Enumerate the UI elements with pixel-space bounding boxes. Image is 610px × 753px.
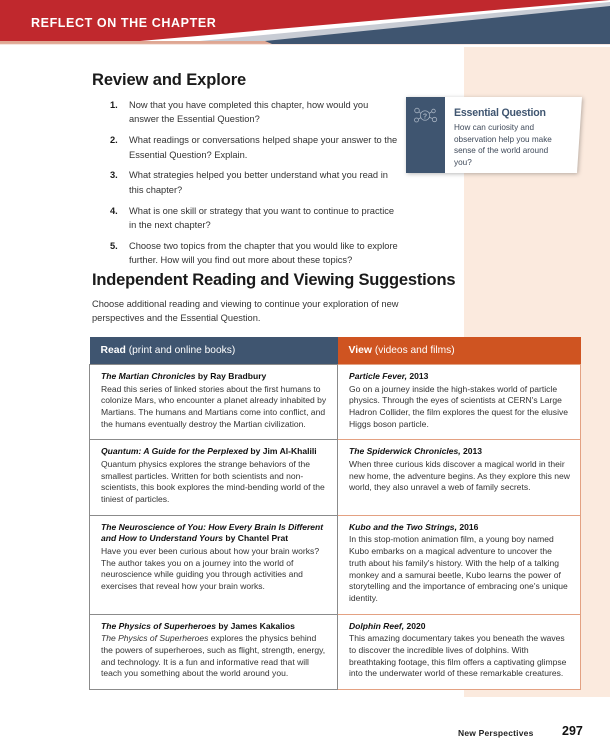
read-cell	[90, 614, 338, 689]
read-title-italic: The Physics of Superheroes	[101, 620, 216, 631]
column-header-read-bold: Read	[100, 345, 126, 356]
view-description: In this stop-motion animation film, a young boy named Kubo embarks on a magical adventure to uncover the truth about his family's history. With the help of a talking monkey and a samurai beetle, Kubo learns the power of storytelling and the importance of embracing one's unique identity.	[349, 534, 568, 603]
view-cell	[338, 614, 581, 689]
essential-question-text: How can curiosity and observation help you make sense of the world around you?	[454, 123, 552, 167]
read-title	[101, 371, 328, 383]
column-header-read-rest: (print and online books)	[125, 345, 236, 356]
view-title-upright: 2016	[456, 521, 479, 532]
view-title	[349, 446, 571, 458]
read-title	[101, 621, 328, 633]
list-item	[110, 204, 400, 233]
column-header-read	[90, 337, 338, 365]
list-item-text: Now that you have completed this chapter, how would you answer the Essential Question?	[129, 100, 369, 125]
footer-page-number: 297	[562, 724, 583, 738]
column-header-view-rest: (videos and films)	[372, 345, 455, 356]
list-item-number: 3.	[110, 170, 118, 181]
view-title-italic: The Spiderwick Chronicles,	[349, 446, 461, 457]
list-item-text: What strategies helped you better understand what you read in this chapter?	[129, 170, 388, 195]
view-title-upright: 2013	[406, 371, 429, 381]
read-description: Quantum physics explores the strange behaviors of the smallest particles. Written for both scientists and non-scientists, this book explores the mind-bending world of the tiniest of particles.	[101, 459, 325, 505]
footer-book-name: New Perspectives	[458, 728, 534, 738]
independent-reading-intro: Choose additional reading and viewing to continue your exploration of new perspectives and the Essential Question.	[92, 299, 399, 324]
read-title-italic: Quantum: A Guide for the Perplexed	[101, 446, 249, 457]
list-item	[110, 239, 400, 268]
list-item	[110, 168, 400, 197]
view-title	[349, 371, 571, 383]
list-item-text: What readings or conversations helped shape your answer to the Essential Question? Explain.	[129, 135, 398, 160]
read-description-rest: explores the physics behind the powers of superheroes, such as flight, strength, energy, and technology. It is a fun and informative read that will teach you something about the world around you.	[101, 633, 326, 679]
read-description: Read this series of linked stories about the first humans to colonize Mars, who encounter a planet already inhabited by Martians. The humans and Martians come into conflict, and the humans eventually destroy the Martian civilization.	[101, 383, 327, 429]
table-row	[90, 365, 581, 440]
svg-text:?: ?	[422, 113, 428, 121]
table-row	[90, 515, 581, 614]
chapter-header-banner	[0, 0, 610, 48]
list-item	[110, 98, 400, 127]
view-title-upright: 2020	[404, 620, 426, 631]
read-title	[101, 522, 328, 545]
view-title-italic: Dolphin Reef,	[349, 620, 405, 631]
list-item-number: 5.	[110, 240, 118, 251]
banner-title: REFLECT ON THE CHAPTER	[31, 16, 217, 30]
review-heading: Review and Explore	[92, 71, 247, 89]
view-description: When three curious kids discover a magical world in their new home, the adventure begins. As they explore this new world, they also unravel a web of family secrets.	[349, 459, 570, 493]
read-description: Have you ever been curious about how your brain works? The author takes you on a journey into the world of neuroscience while guiding you through activities and exercises that reveal how your brain works.	[101, 546, 320, 592]
read-cell	[90, 515, 338, 614]
read-title-italic: The Martian Chronicles	[101, 371, 196, 381]
molecule-question-icon	[413, 105, 439, 127]
column-header-view	[338, 337, 581, 365]
read-title-upright: by Ray Bradbury	[195, 371, 267, 381]
view-title	[349, 621, 571, 633]
table-head	[90, 337, 581, 365]
view-description: Go on a journey inside the high-stakes world of particle physics. Through the eyes of scientists at CERN's Large Hadron Collider, the film explores the quest for the elusive Higgs boson particle.	[349, 383, 569, 429]
table-row	[90, 440, 581, 515]
essential-question-card	[406, 97, 582, 173]
review-question-list	[110, 98, 400, 274]
table-body	[90, 365, 581, 690]
read-title	[101, 446, 328, 458]
read-title-upright: by Chantel Prat	[223, 533, 289, 544]
read-cell	[90, 440, 338, 515]
view-title	[349, 522, 571, 534]
read-cell	[90, 365, 338, 440]
view-title-upright: 2013	[460, 446, 483, 457]
view-cell	[338, 440, 581, 515]
view-title-italic: Kubo and the Two Strings,	[349, 521, 457, 532]
list-item-text: What is one skill or strategy that you want to continue to practice in the next chapter?	[129, 205, 395, 231]
essential-question-title: Essential Question	[454, 107, 546, 119]
read-description	[101, 633, 328, 680]
table-row	[90, 614, 581, 689]
view-description: This amazing documentary takes you beneath the waves to discover the incredible lives of dolphins. With breathtaking footage, this film offers a captivating glimpse into the underwater world of these remarkable creatures.	[349, 633, 567, 679]
read-title-italic: The Neuroscience of You: How Every Brain Is Different and How to Understand Yours	[101, 521, 324, 544]
list-item-text: Choose two topics from the chapter that you would like to explore further. How will you find out more about these topics?	[129, 240, 398, 266]
read-title-upright: by Jim Al-Khalili	[248, 446, 317, 457]
view-cell	[338, 515, 581, 614]
column-header-view-bold: View	[348, 345, 372, 356]
reading-viewing-table	[89, 337, 581, 690]
read-description-italic-title: The Physics of Superheroes	[101, 633, 209, 644]
independent-reading-heading: Independent Reading and Viewing Suggestions	[92, 271, 456, 289]
list-item	[110, 133, 400, 162]
view-cell	[338, 365, 581, 440]
read-title-upright: by James Kakalios	[215, 620, 295, 631]
list-item-number: 2.	[110, 135, 118, 146]
table-header-row	[90, 337, 581, 365]
list-item-number: 4.	[110, 205, 118, 216]
list-item-number: 1.	[110, 100, 118, 110]
view-title-italic: Particle Fever,	[349, 371, 407, 381]
